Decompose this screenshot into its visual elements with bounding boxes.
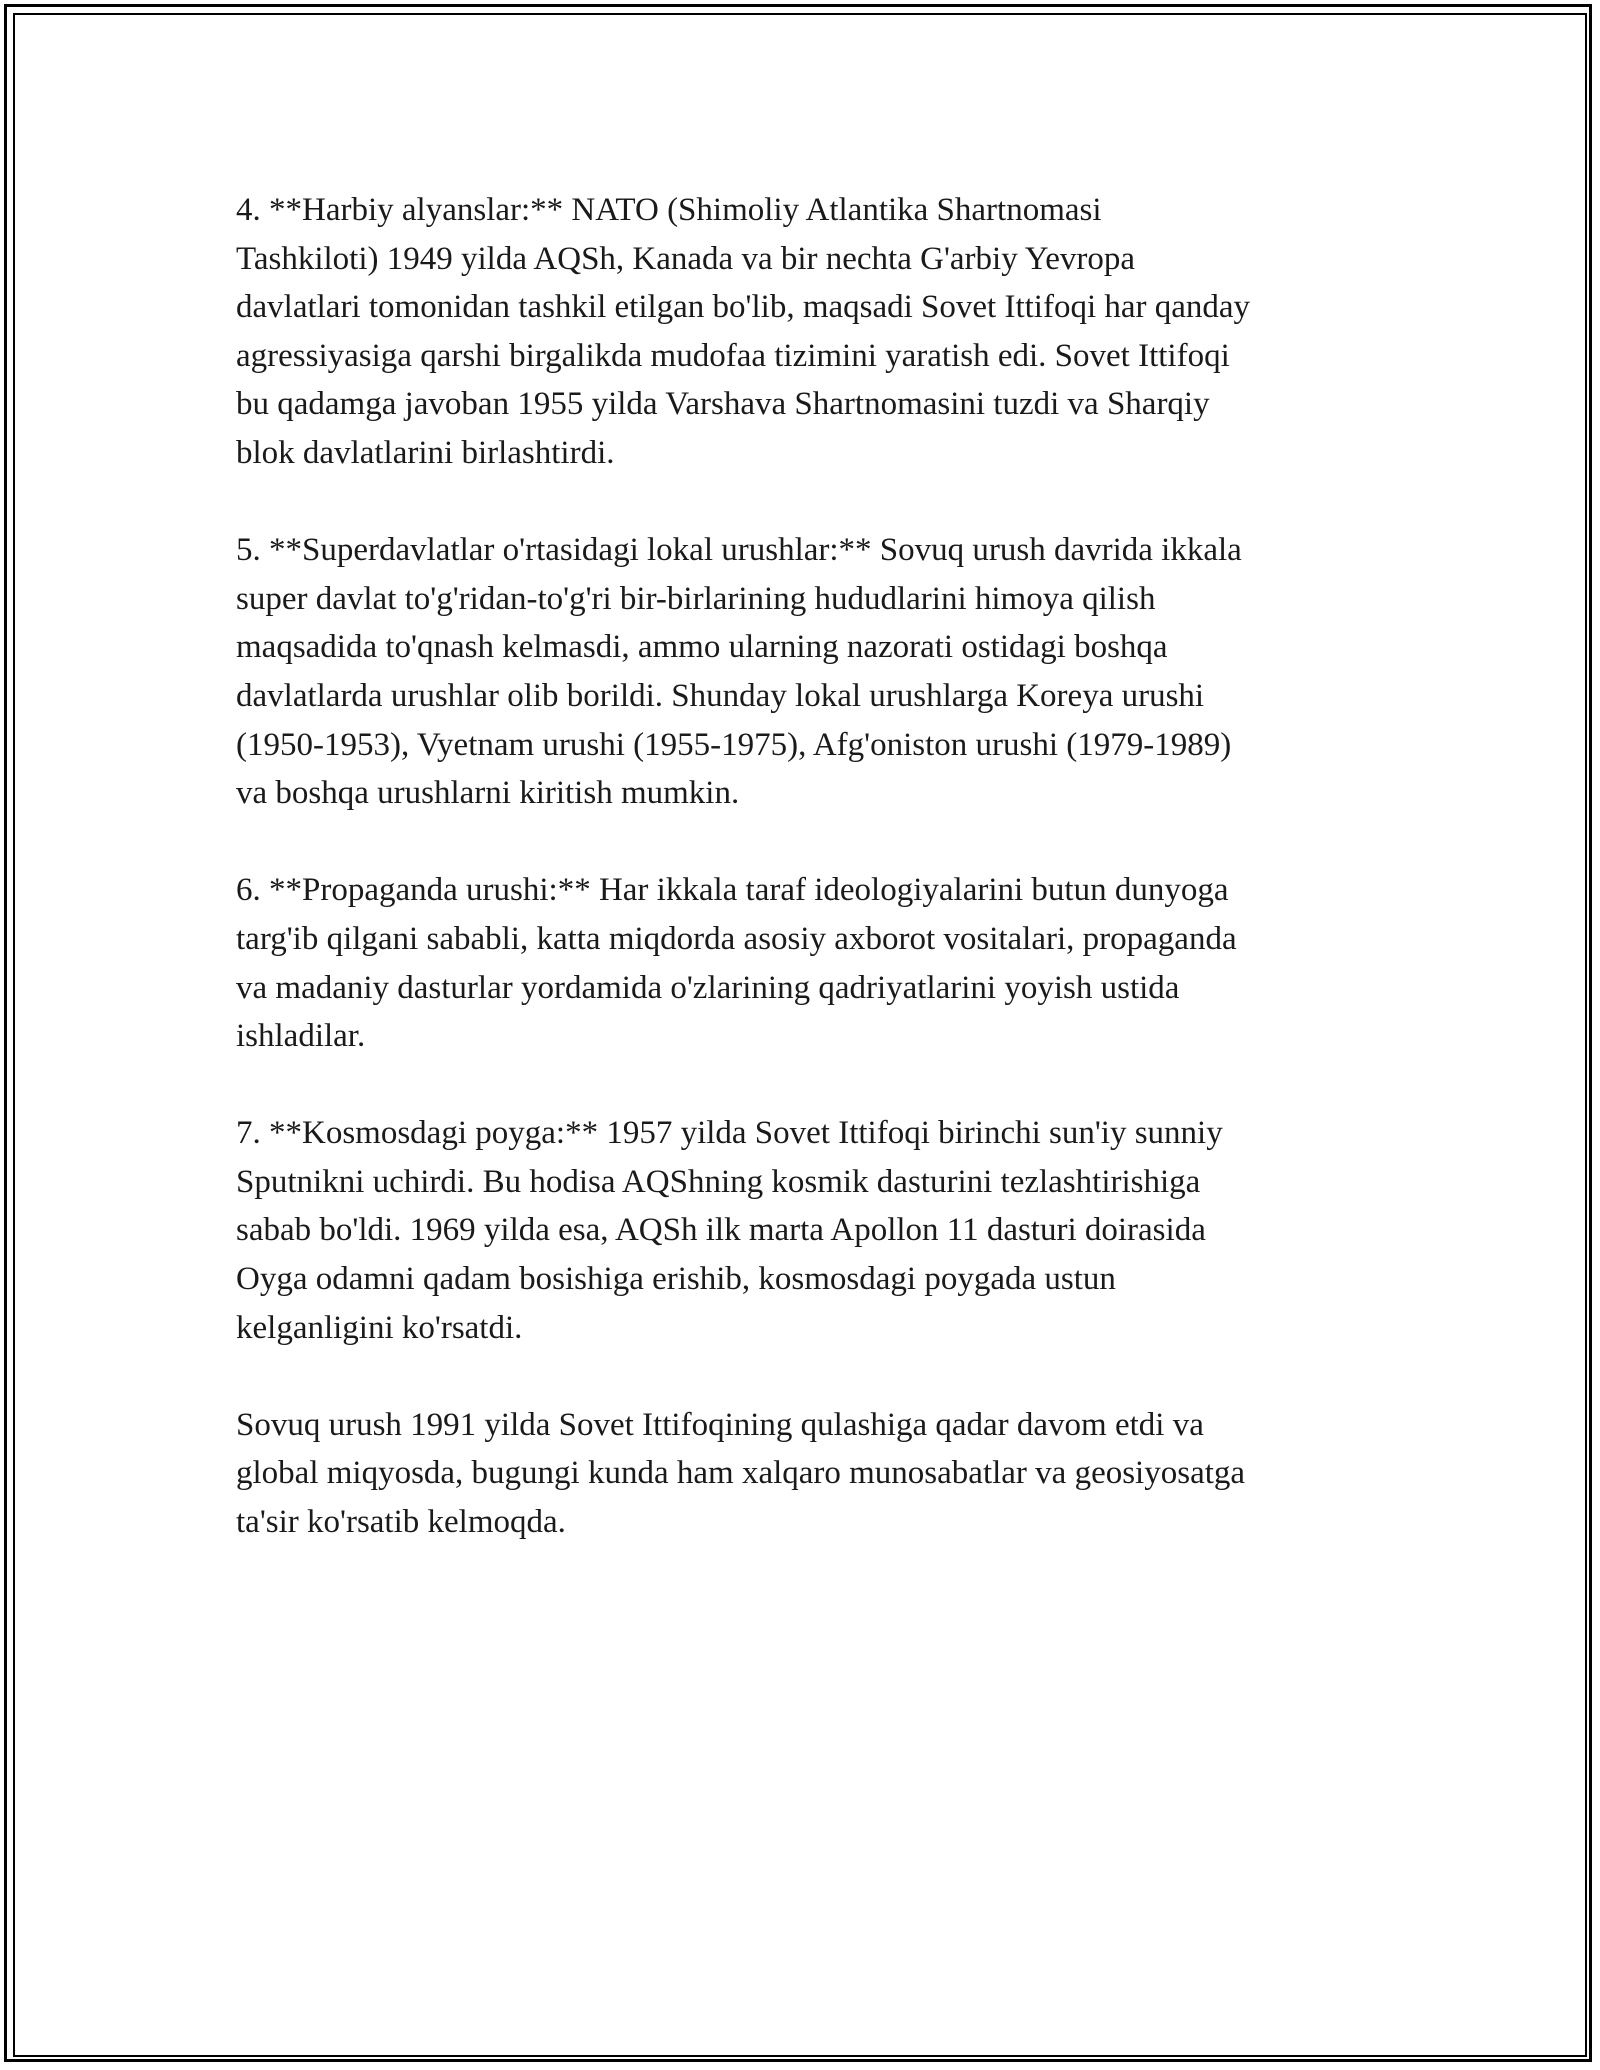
paragraph-lokal-urushlar: [236, 526, 1376, 818]
text-line: blok davlatlarini birlashtirdi.: [236, 434, 615, 471]
text-line: agressiyasiga qarshi birgalikda mudofaa tizimini yaratish edi. Sovet Ittifoqi: [236, 337, 1230, 374]
text-line: ta'sir ko'rsatib kelmoqda.: [236, 1504, 566, 1541]
text-line: sabab bo'ldi. 1969 yilda esa, AQSh ilk marta Apollon 11 dasturi doirasida: [236, 1212, 1206, 1249]
text-line: Sovuq urush 1991 yilda Sovet Ittifoqining qulashiga qadar davom etdi va: [236, 1406, 1204, 1443]
text-line: bu qadamga javoban 1955 yilda Varshava Shartnomasini tuzdi va Sharqiy: [236, 386, 1210, 423]
text-line: 4. **Harbiy alyanslar:** NATO (Shimoliy Atlantika Shartnomasi: [236, 192, 1102, 228]
text-line: va boshqa urushlarni kiritish mumkin.: [236, 775, 740, 812]
text-line: Oyga odamni qadam bosishiga erishib, kosmosdagi poygada ustun: [236, 1261, 1116, 1298]
paragraph-harbiy-alyanslar: [236, 186, 1376, 478]
text-line: Tashkiloti) 1949 yilda AQSh, Kanada va bir nechta G'arbiy Yevropa: [236, 240, 1136, 277]
text-line: global miqyosda, bugungi kunda ham xalqaro munosabatlar va geosiyosatga: [236, 1455, 1246, 1492]
text-line: davlatlarda urushlar olib borildi. Shunday lokal urushlarga Koreya urushi: [236, 677, 1205, 714]
text-line: 5. **Superdavlatlar o'rtasidagi lokal urushlar:** Sovuq urush davrida ikkala: [236, 532, 1242, 569]
text-line: davlatlari tomonidan tashkil etilgan bo'lib, maqsadi Sovet Ittifoqi har qanday: [236, 289, 1251, 326]
text-line: maqsadida to'qnash kelmasdi, ammo ularning nazorati ostidagi boshqa: [236, 629, 1168, 666]
text-line: (1950-1953), Vyetnam urushi (1955-1975), Afg'oniston urushi (1979-1989): [236, 726, 1232, 763]
paragraph-propaganda-urushi: [236, 866, 1376, 1060]
text-line: Sputnikni uchirdi. Bu hodisa AQShning kosmik dasturini tezlashtirishiga: [236, 1163, 1201, 1200]
paragraph-kosmosdagi-poyga: [236, 1109, 1376, 1352]
text-line: targ'ib qilgani sababli, katta miqdorda asosiy axborot vositalari, propaganda: [236, 920, 1237, 957]
text-line: va madaniy dasturlar yordamida o'zlarining qadriyatlarini yoyish ustida: [236, 969, 1180, 1006]
text-line: kelganligini ko'rsatdi.: [236, 1309, 523, 1346]
text-line: 6. **Propaganda urushi:** Har ikkala taraf ideologiyalarini butun dunyoga: [236, 872, 1229, 909]
text-line: 7. **Kosmosdagi poyga:** 1957 yilda Sovet Ittifoqi birinchi sun'iy sunniy: [236, 1115, 1223, 1152]
text-line: super davlat to'g'ridan-to'g'ri bir-birlarining hududlarini himoya qilish: [236, 580, 1156, 617]
document-body: [236, 186, 1376, 1595]
text-line: ishladilar.: [236, 1018, 366, 1055]
paragraph-xulosa: [236, 1401, 1376, 1547]
